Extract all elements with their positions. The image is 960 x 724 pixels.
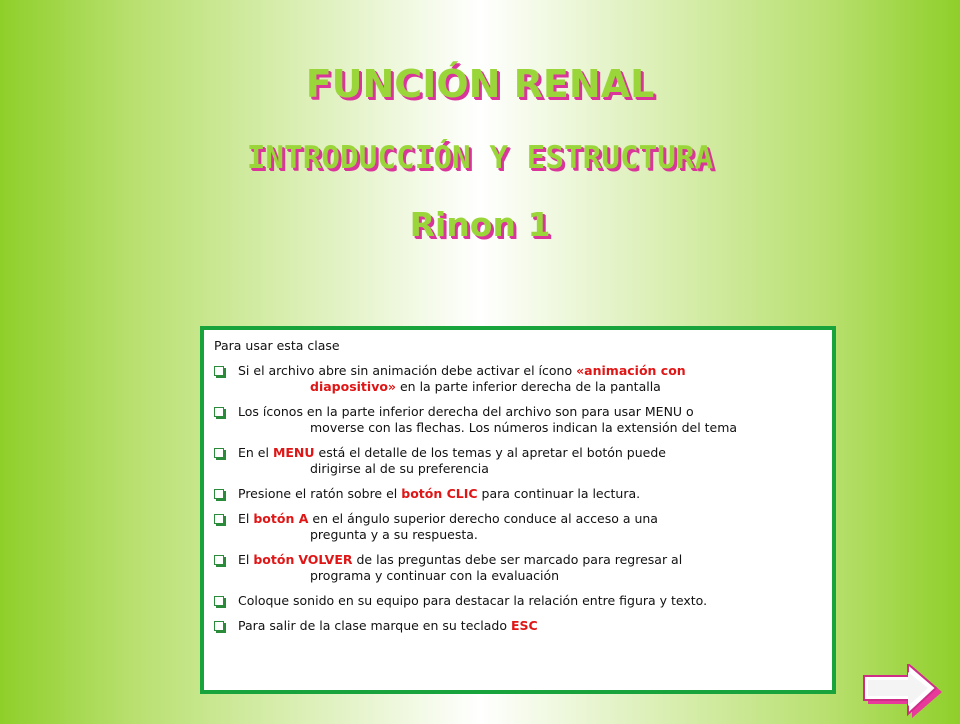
title-subtitle: INTRODUCCIÓN Y ESTRUCTURA [246,140,714,176]
square-bullet-icon [214,448,224,458]
list-item: Los íconos en la parte inferior derecha del archivo son para usar MENU o moverse con las flechas. Los números indican la extensión del tema [212,404,824,436]
list-item: Para salir de la clase marque en su teclado ESC [212,618,824,634]
square-bullet-icon [214,596,224,606]
list-item: En el MENU está el detalle de los temas y al apretar el botón puede dirigirse al de su preferencia [212,445,824,477]
instructions-panel [200,326,836,694]
instructions-intro: Para usar esta clase [214,338,340,353]
square-bullet-icon [214,514,224,524]
list-item: El botón A en el ángulo superior derecho conduce al acceso a una pregunta y a su respuesta. [212,511,824,543]
square-bullet-icon [214,489,224,499]
square-bullet-icon [214,407,224,417]
list-item: Coloque sonido en su equipo para destacar la relación entre figura y texto. [212,593,824,609]
list-item: Presione el ratón sobre el botón CLIC para continuar la lectura. [212,486,824,502]
next-button[interactable] [862,664,944,720]
square-bullet-icon [214,621,224,631]
list-item: El botón VOLVER de las preguntas debe ser marcado para regresar al programa y continuar con la evaluación [212,552,824,584]
title-lesson: Rinon 1 [409,205,551,244]
next-arrow-icon [862,664,944,720]
title-main: FUNCIÓN RENAL [305,62,655,106]
list-item: Si el archivo abre sin animación debe activar el ícono «animación con diapositivo» en la parte inferior derecha de la pantalla [212,363,824,395]
square-bullet-icon [214,366,224,376]
square-bullet-icon [214,555,224,565]
